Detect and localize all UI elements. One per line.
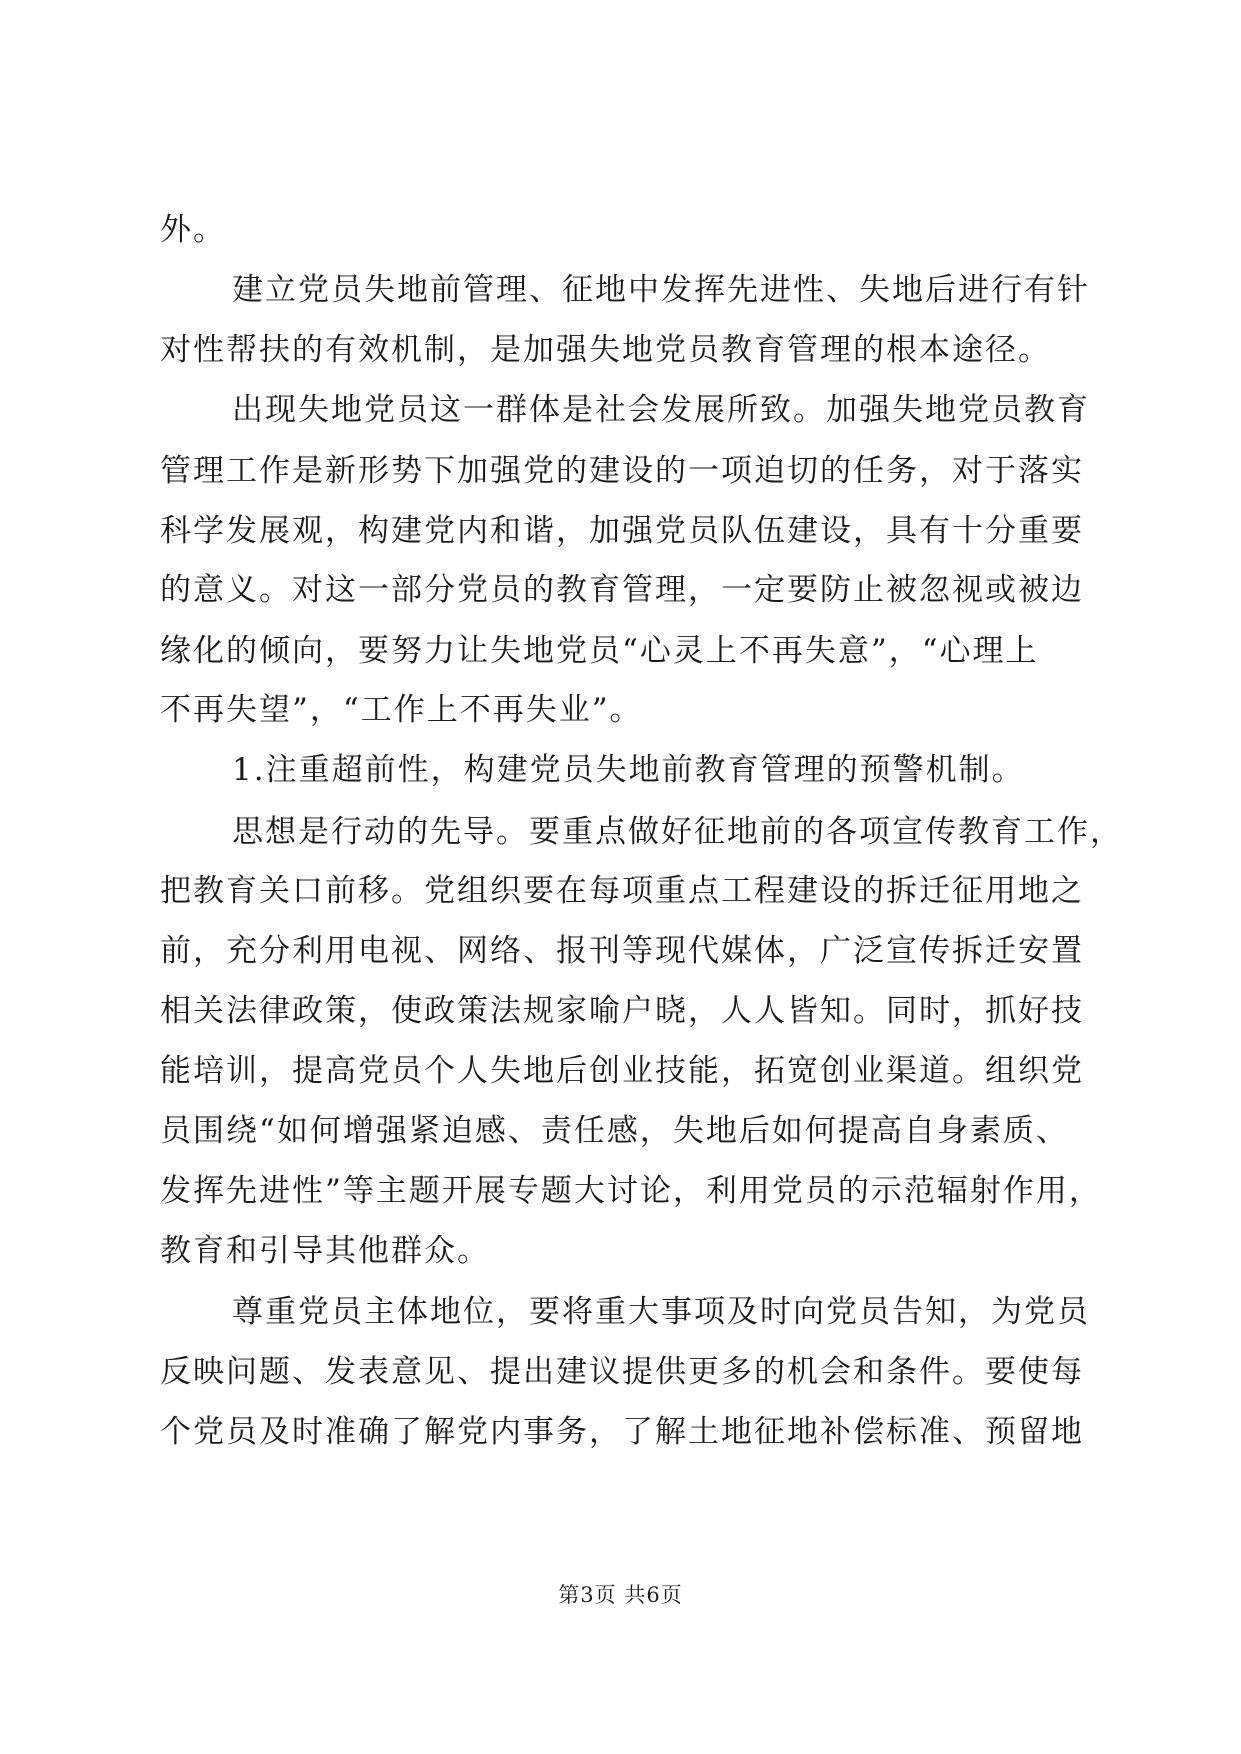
paragraph-first-line: 出现失地党员这一群体是社会发展所致。加强失地党员教育 (232, 392, 1090, 428)
text-line: 把教育关口前移。党组织要在每项重点工程建设的拆迁征用地之 (160, 873, 1084, 909)
text-line: 能培训，提高党员个人失地后创业技能，拓宽创业渠道。组织党 (160, 1053, 1084, 1089)
text-line: 反映问题、发表意见、提出建议提供更多的机会和条件。要使每 (160, 1354, 1084, 1390)
text-line: 相关法律政策，使政策法规家喻户晓，人人皆知。同时，抓好技 (160, 993, 1084, 1029)
text-line: 外。 (160, 212, 226, 248)
paragraph-first-line: 尊重党员主体地位，要将重大事项及时向党员告知，为党员 (232, 1294, 1090, 1330)
text-line: 科学发展观，构建党内和谐，加强党员队伍建设，具有十分重要 (160, 513, 1084, 549)
text-line: 教育和引导其他群众。 (160, 1233, 490, 1269)
page-number-footer: 第3页 共6页 (558, 1583, 683, 1607)
text-line: 前，充分利用电视、网络、报刊等现代媒体，广泛宣传拆迁安置 (160, 933, 1084, 969)
text-line: 不再失望”，“工作上不再失业”。 (160, 692, 643, 728)
text-line: 对性帮扶的有效机制，是加强失地党员教育管理的根本途径。 (160, 332, 1051, 368)
text-line: 缘化的倾向，要努力让失地党员“心灵上不再失意”，“心理上 (160, 633, 1039, 669)
text-line: 个党员及时准确了解党内事务，了解土地征地补偿标准、预留地 (160, 1414, 1084, 1450)
text-line: 管理工作是新形势下加强党的建设的一项迫切的任务，对于落实 (160, 453, 1084, 489)
text-line: 员围绕“如何增强紧迫感、责任感，失地后如何提高自身素质、 (160, 1113, 1069, 1149)
text-line: 的意义。对这一部分党员的教育管理，一定要防止被忽视或被边 (160, 572, 1084, 608)
paragraph-first-line: 思想是行动的先导。要重点做好征地前的各项宣传教育工作， (232, 814, 1123, 850)
text-line: 发挥先进性”等主题开展专题大讨论，利用党员的示范辐射作用， (160, 1173, 1102, 1209)
paragraph-first-line: 建立党员失地前管理、征地中发挥先进性、失地后进行有针 (232, 272, 1090, 308)
section-heading: 1.注重超前性，构建党员失地前教育管理的预警机制。 (232, 752, 1025, 788)
